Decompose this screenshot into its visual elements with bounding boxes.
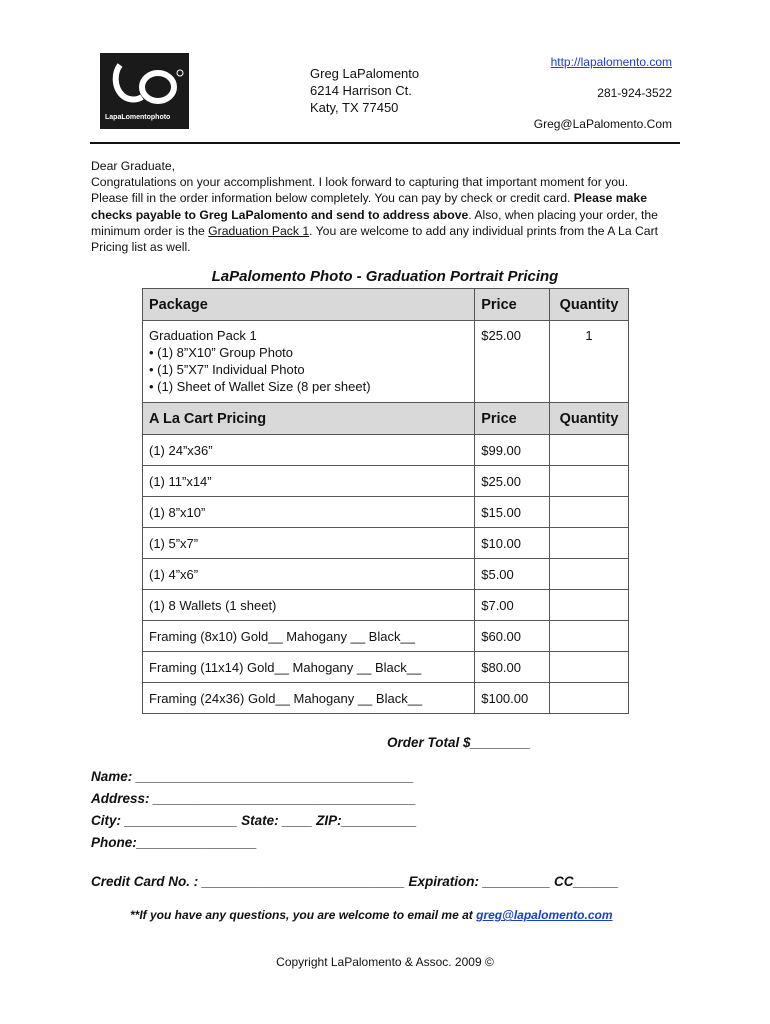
package-header: Package: [143, 289, 475, 321]
questions-note: [130, 908, 613, 922]
table-row: [143, 466, 629, 497]
logo-wordmark: LapaLomentophoto: [105, 114, 171, 121]
letter-p2-text-a: Please fill in the order information below completely. You can pay by check or credit card.: [91, 191, 574, 206]
name-field[interactable]: Name: _____________________________________: [91, 769, 414, 784]
item-quantity-cell[interactable]: [550, 466, 629, 497]
table-row: [143, 497, 629, 528]
letter-body: [91, 158, 691, 255]
item-quantity-cell[interactable]: [550, 590, 629, 621]
address-street: 6214 Harrison Ct.: [310, 83, 412, 98]
website-link[interactable]: http://lapalomento.com: [550, 55, 672, 69]
item-price: $25.00: [475, 466, 550, 497]
alacart-quantity-header: Quantity: [550, 403, 629, 435]
alacart-header-row: [143, 403, 629, 435]
phone-field[interactable]: Phone:________________: [91, 835, 257, 850]
address-name: Greg LaPalomento: [310, 66, 420, 81]
letter-paragraph-2: [91, 190, 691, 255]
quantity-header: Quantity: [550, 289, 629, 321]
table-row: [143, 435, 629, 466]
item-price: $80.00: [475, 652, 550, 683]
copyright-notice: Copyright LaPalomento & Assoc. 2009 ©: [276, 955, 494, 969]
item-price: $5.00: [475, 559, 550, 590]
letter-greeting: Dear Graduate,: [91, 159, 176, 173]
letter-p2-bold: Please make checks payable to Greg LaPalomento and send to address above: [91, 191, 647, 222]
item-price: $60.00: [475, 621, 550, 652]
item-quantity-cell[interactable]: [550, 528, 629, 559]
item-name: Framing (11x14) Gold__ Mahogany __ Black__: [143, 652, 475, 683]
item-price: $99.00: [475, 435, 550, 466]
package-price: $25.00: [475, 321, 550, 403]
letter-paragraph-1: Congratulations on your accomplishment. I look forward to capturing that important moment for you.: [91, 175, 629, 190]
phone-number: 281-924-3522: [597, 86, 672, 100]
table-row: [143, 528, 629, 559]
item-name: (1) 4”x6”: [143, 559, 475, 590]
table-row: [143, 621, 629, 652]
alacart-price-header: Price: [475, 403, 550, 435]
item-name: (1) 8 Wallets (1 sheet): [143, 590, 475, 621]
alacart-header: A La Cart Pricing: [143, 403, 475, 435]
item-quantity-cell[interactable]: [550, 683, 629, 714]
item-price: $10.00: [475, 528, 550, 559]
item-quantity-cell[interactable]: [550, 435, 629, 466]
item-name: (1) 8”x10”: [143, 497, 475, 528]
order-total-field[interactable]: Order Total $________: [387, 735, 531, 750]
table-row: [143, 590, 629, 621]
pricing-table: [142, 288, 629, 714]
package-line: • (1) 8”X10” Group Photo: [149, 345, 294, 360]
item-price: $7.00: [475, 590, 550, 621]
item-quantity-cell[interactable]: [550, 559, 629, 590]
package-header-row: [143, 289, 629, 321]
letter-p2-text-c: . Also, when placing your order, the minimum order is the: [91, 207, 658, 238]
item-name: (1) 11”x14”: [143, 466, 475, 497]
header-divider: [90, 142, 680, 144]
package-row: [143, 321, 629, 403]
letter-p2-underline: Graduation Pack 1: [208, 223, 310, 238]
item-name: Framing (8x10) Gold__ Mahogany __ Black__: [143, 621, 475, 652]
item-name: (1) 24”x36”: [143, 435, 475, 466]
website-link-wrap: [551, 55, 672, 69]
price-header: Price: [475, 289, 550, 321]
item-quantity-cell[interactable]: [550, 652, 629, 683]
item-quantity-cell[interactable]: [550, 621, 629, 652]
questions-text: **If you have any questions, you are welcome to email me at: [130, 908, 477, 922]
item-name: Framing (24x36) Gold__ Mahogany __ Black__: [143, 683, 475, 714]
pricing-title: LaPalomento Photo - Graduation Portrait Pricing: [211, 268, 559, 285]
table-row: [143, 652, 629, 683]
table-row: [143, 559, 629, 590]
package-quantity[interactable]: 1: [550, 321, 629, 403]
email-address: Greg@LaPalomento.Com: [533, 117, 672, 131]
questions-email-link[interactable]: greg@lapalomento.com: [476, 908, 613, 922]
package-line: Graduation Pack 1: [149, 328, 257, 343]
address-city: Katy, TX 77450: [310, 100, 399, 115]
package-line: • (1) 5”X7” Individual Photo: [149, 362, 305, 377]
city-state-zip-field[interactable]: City: _______________ State: ____ ZIP:__________: [91, 813, 417, 828]
item-name: (1) 5”x7”: [143, 528, 475, 559]
company-logo: [100, 53, 189, 129]
item-price: $100.00: [475, 683, 550, 714]
letter-p2-text-e: . You are welcome to add any individual prints from the A La Cart Pricing list as well.: [91, 223, 659, 255]
package-line: • (1) Sheet of Wallet Size (8 per sheet): [149, 379, 371, 394]
address-field[interactable]: Address: ___________________________________: [91, 791, 417, 806]
item-price: $15.00: [475, 497, 550, 528]
table-row: [143, 683, 629, 714]
package-description: [143, 321, 475, 403]
item-quantity-cell[interactable]: [550, 497, 629, 528]
credit-card-field[interactable]: Credit Card No. : ___________________________ Expiration: _________ CC______: [91, 874, 619, 889]
